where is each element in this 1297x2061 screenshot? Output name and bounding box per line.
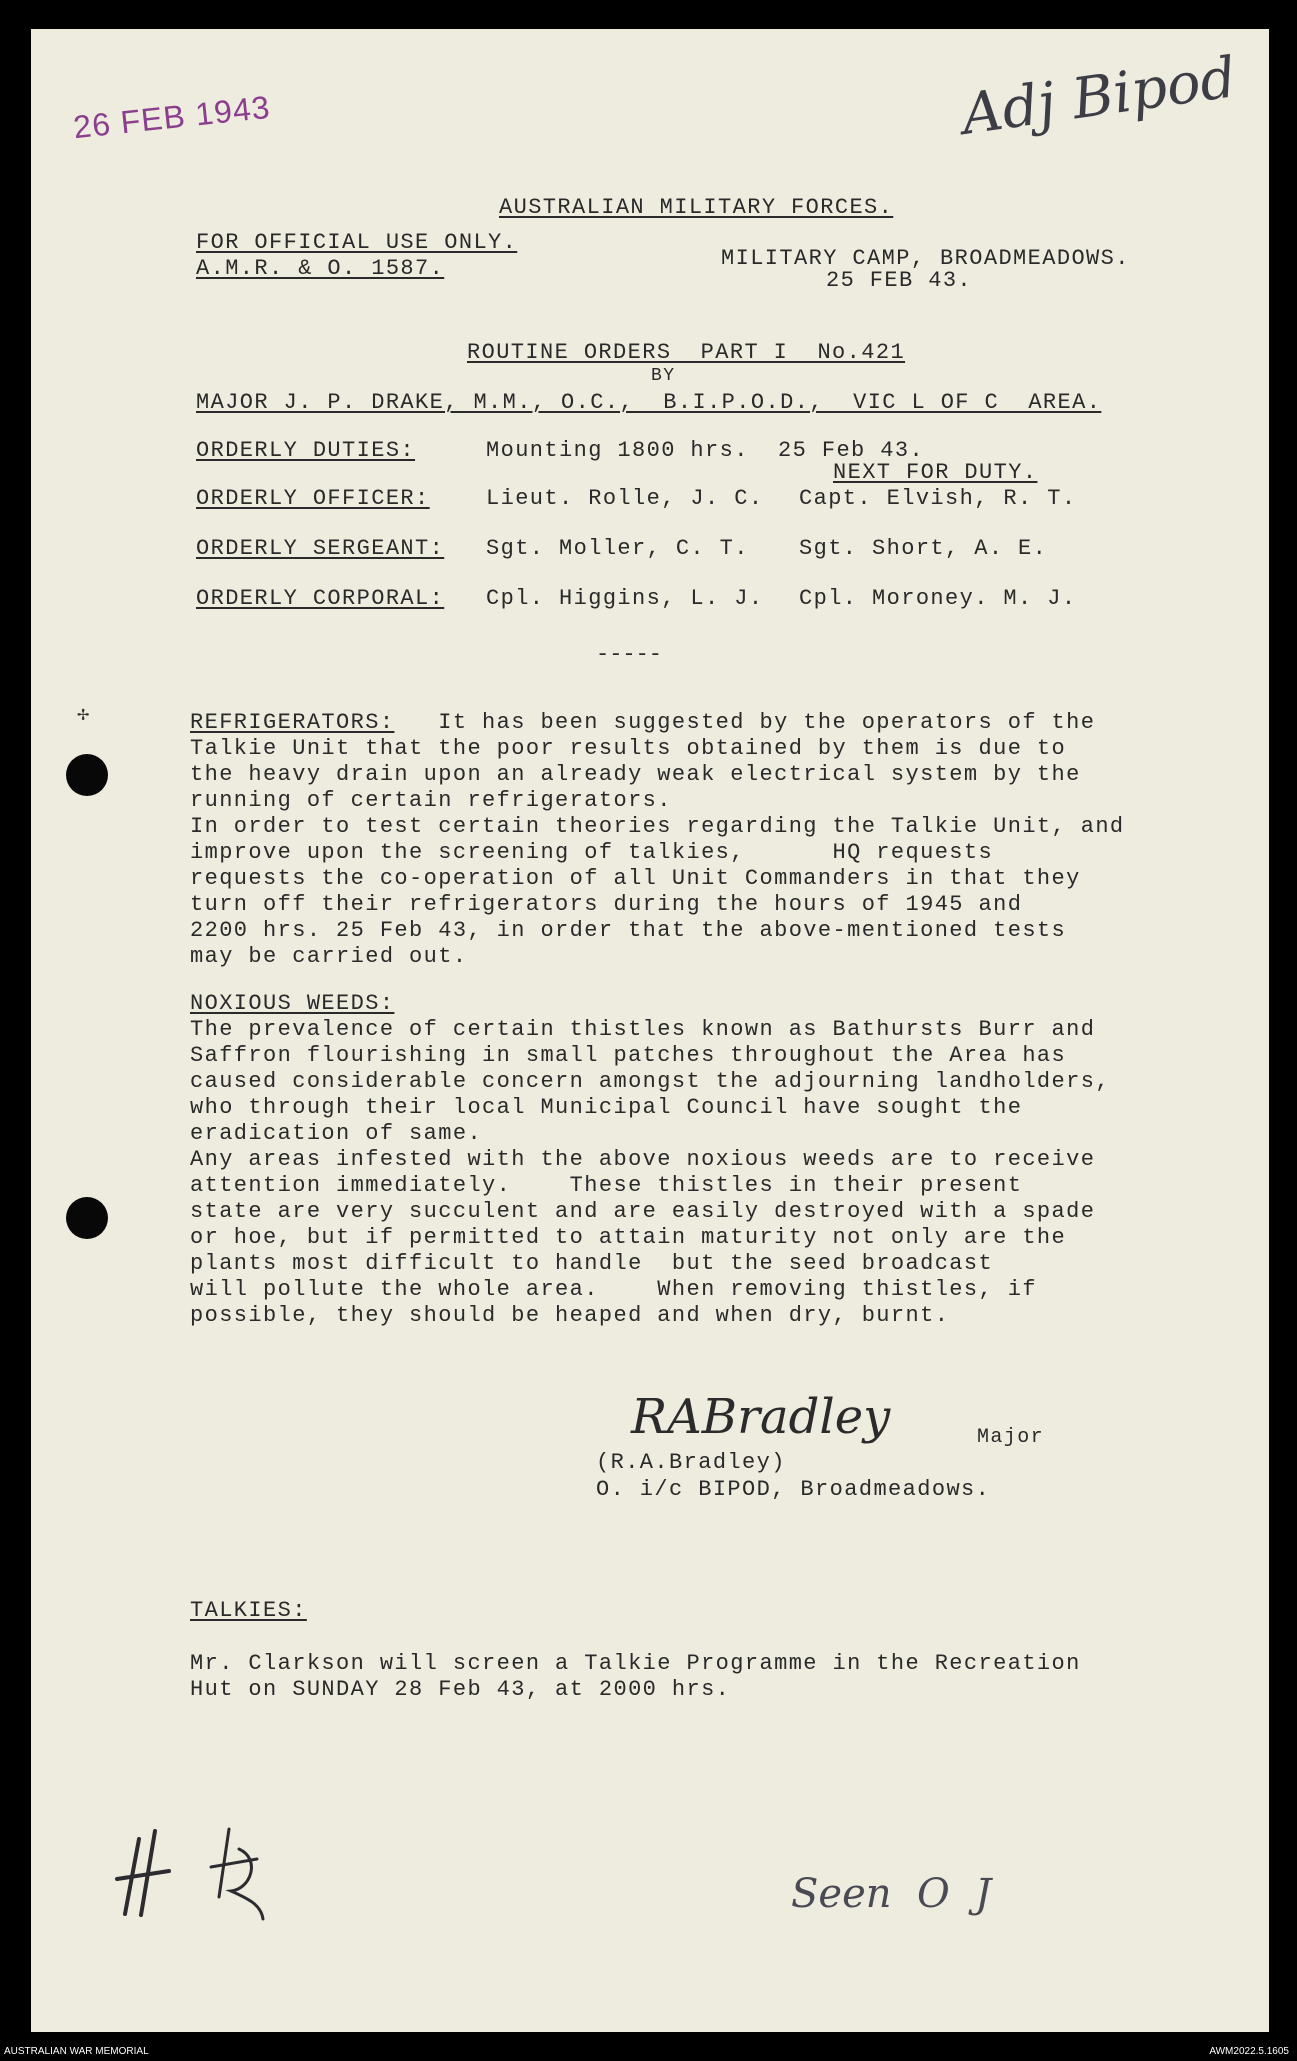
punch-hole [66, 754, 108, 796]
handwritten-seen-note: Seen O J [791, 1871, 992, 1917]
noxious-weeds-line: who through their local Municipal Council have sought the [190, 1095, 1023, 1120]
official-use-label: FOR OFFICIAL USE ONLY. [196, 230, 518, 255]
talkies-heading: TALKIES: [190, 1598, 307, 1623]
duty-row-next: Sgt. Short, A. E. [799, 536, 1048, 561]
noxious-weeds-line: attention immediately. These thistles in their present [190, 1173, 1023, 1198]
noxious-weeds-heading: NOXIOUS WEEDS: [190, 991, 395, 1016]
document-page [31, 29, 1269, 2032]
by-label: BY [651, 366, 676, 386]
talkies-line: Mr. Clarkson will screen a Talkie Programme in the Recreation [190, 1651, 1081, 1676]
noxious-weeds-line: possible, they should be heaped and when dry, burnt. [190, 1303, 950, 1328]
signatory-name: (R.A.Bradley) [596, 1450, 786, 1475]
duty-row-next: Cpl. Moroney. M. J. [799, 586, 1077, 611]
refrigerators-line: It has been suggested by the operators of the [394, 710, 1096, 735]
orderly-duties-value: Mounting 1800 hrs. 25 Feb 43. [486, 438, 925, 463]
punch-hole [66, 1197, 108, 1239]
noxious-weeds-line: will pollute the whole area. When removing thistles, if [190, 1277, 1037, 1302]
document-title: AUSTRALIAN MILITARY FORCES. [499, 195, 894, 220]
duty-row-label: ORDERLY SERGEANT: [196, 536, 445, 561]
archive-label: AUSTRALIAN WAR MEMORIAL [4, 2046, 149, 2057]
routine-orders-heading: ROUTINE ORDERS PART I No.421 [467, 340, 906, 365]
signatory-title: O. i/c BIPOD, Broadmeadows. [596, 1477, 991, 1502]
refrigerators-line: the heavy drain upon an already weak electrical system by the [190, 762, 1081, 787]
orderly-duties-label: ORDERLY DUTIES: [196, 438, 416, 463]
duty-row-label: ORDERLY OFFICER: [196, 486, 430, 511]
pin-mark-icon: ✢ [77, 704, 90, 727]
refrigerators-line: In order to test certain theories regarding the Talkie Unit, and [190, 814, 1125, 839]
duty-row-current: Lieut. Rolle, J. C. [486, 486, 764, 511]
noxious-weeds-line: caused considerable concern amongst the adjourning landholders, [190, 1069, 1110, 1094]
handwritten-signature: RABradley [631, 1389, 891, 1445]
duty-row-current: Cpl. Higgins, L. J. [486, 586, 764, 611]
noxious-weeds-line: The prevalence of certain thistles known as Bathursts Burr and [190, 1017, 1096, 1042]
handwritten-initials-mark [111, 1819, 281, 1929]
document-date: 25 FEB 43. [826, 268, 973, 293]
amr-reference: A.M.R. & O. 1587. [196, 256, 445, 281]
location-text: MILITARY CAMP, BROADMEADOWS. [721, 246, 1130, 271]
duty-row-current: Sgt. Moller, C. T. [486, 536, 749, 561]
noxious-weeds-line: state are very succulent and are easily destroyed with a spade [190, 1199, 1096, 1224]
noxious-weeds-line: Saffron flourishing in small patches throughout the Area has [190, 1043, 1067, 1068]
date-stamp: 26 FEB 1943 [71, 88, 273, 146]
noxious-weeds-line: eradication of same. [190, 1121, 483, 1146]
handwritten-annotation: Adj Bipod [957, 45, 1241, 148]
refrigerators-line: improve upon the screening of talkies, HQ requests [190, 840, 994, 865]
refrigerators-line: may be carried out. [190, 944, 468, 969]
talkies-line: Hut on SUNDAY 28 Feb 43, at 2000 hrs. [190, 1677, 731, 1702]
refrigerators-first-line [190, 710, 1095, 736]
noxious-weeds-line: plants most difficult to handle but the seed broadcast [190, 1251, 994, 1276]
refrigerators-line: running of certain refrigerators. [190, 788, 672, 813]
refrigerators-line: requests the co-operation of all Unit Commanders in that they [190, 866, 1081, 891]
archive-reference: AWM2022.5.1605 [1209, 2046, 1289, 2057]
signature-rank: Major [977, 1426, 1045, 1449]
noxious-weeds-line: Any areas infested with the above noxious weeds are to receive [190, 1147, 1096, 1172]
refrigerators-line: Talkie Unit that the poor results obtained by them is due to [190, 736, 1067, 761]
next-for-duty-label: NEXT FOR DUTY. [833, 460, 1038, 485]
refrigerators-line: turn off their refrigerators during the hours of 1945 and [190, 892, 1023, 917]
refrigerators-line: 2200 hrs. 25 Feb 43, in order that the above-mentioned tests [190, 918, 1067, 943]
duty-row-next: Capt. Elvish, R. T. [799, 486, 1077, 511]
noxious-weeds-line: or hoe, but if permitted to attain maturity not only are the [190, 1225, 1067, 1250]
duty-row-label: ORDERLY CORPORAL: [196, 586, 445, 611]
section-divider: ----- [596, 642, 663, 667]
refrigerators-heading: REFRIGERATORS: [190, 710, 395, 735]
issuing-officer: MAJOR J. P. DRAKE, M.M., O.C., B.I.P.O.D., VIC L OF C AREA. [196, 390, 1102, 415]
